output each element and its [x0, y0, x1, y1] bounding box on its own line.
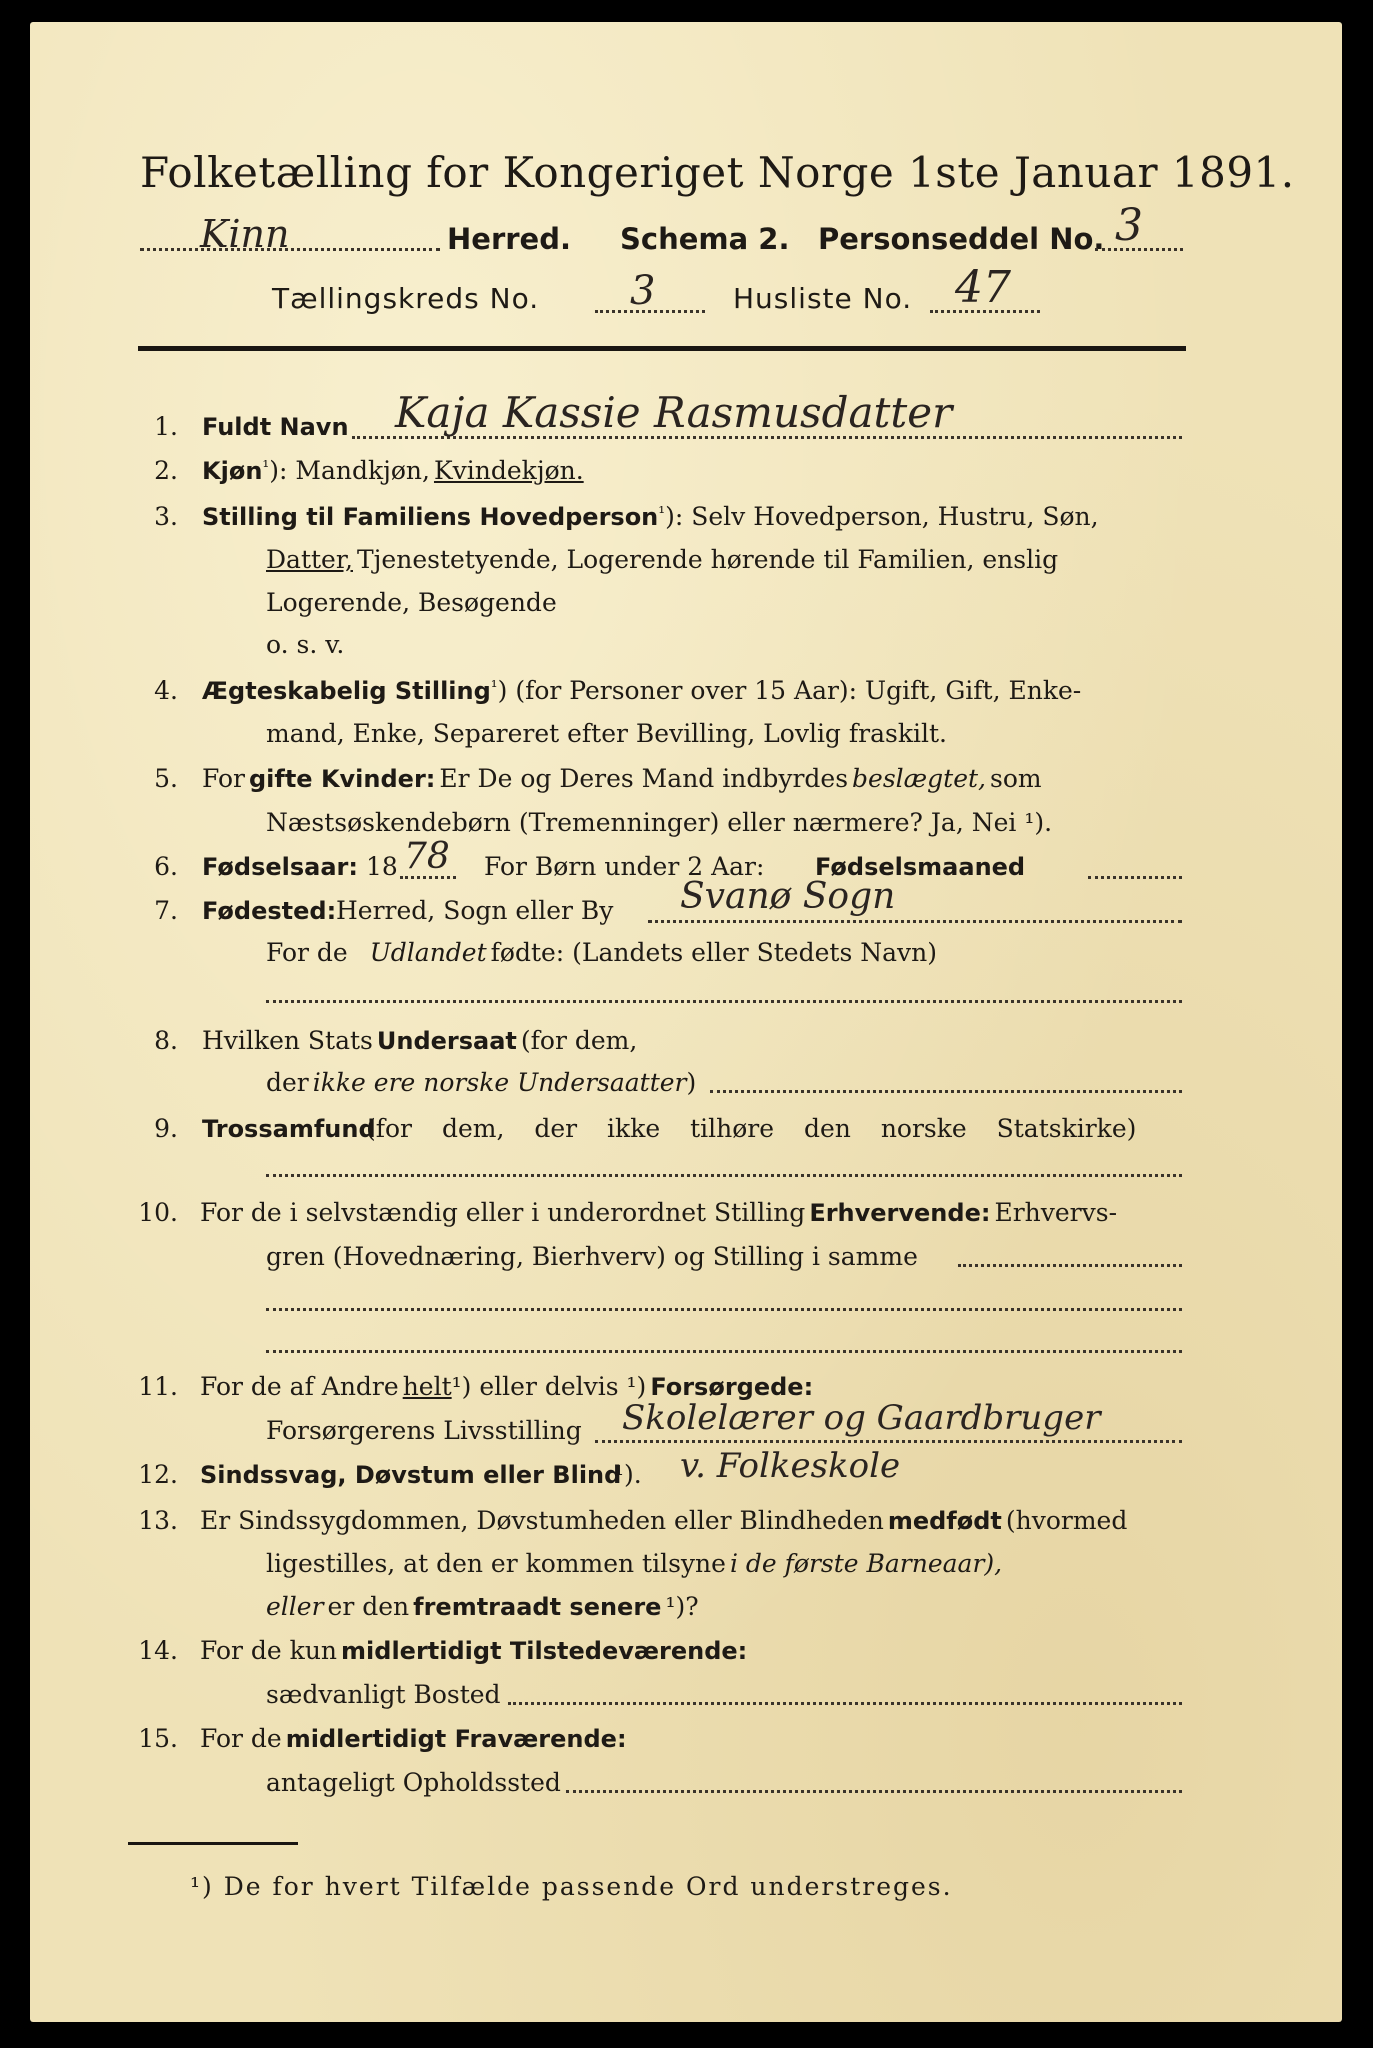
q13-line-2	[266, 1549, 1002, 1578]
q13-italic-3: eller	[266, 1592, 324, 1621]
q9-text: (for dem, der ikke tilhøre den norske Statskirke)	[366, 1114, 1137, 1143]
q15-line-2: antageligt Opholdssted	[266, 1768, 561, 1797]
q12-number: 12.	[138, 1460, 178, 1489]
q7-number: 7.	[154, 896, 178, 925]
q3-number: 3.	[154, 502, 178, 531]
footnote: ¹) De for hvert Tilfælde passende Ord understreges.	[190, 1872, 953, 1901]
q7-abroad-italic: Udlandet	[369, 938, 487, 967]
header-divider	[138, 346, 1186, 351]
q4-footnote-mark: ¹	[490, 677, 498, 698]
q10-text: For de i selvstændig eller i underordnet Stilling	[200, 1198, 806, 1227]
q8-text-2: der	[266, 1068, 309, 1097]
herred-handwritten: Kinn	[200, 212, 290, 256]
q11-text: For de af Andre	[200, 1372, 399, 1401]
q4-options-2: mand, Enke, Separeret efter Bevilling, Lovlig fraskilt.	[266, 719, 947, 748]
q10-fill-line-3	[266, 1350, 1182, 1353]
q7-birthplace-handwritten: Svanø Sogn	[680, 876, 896, 917]
kreds-handwritten: 3	[630, 268, 656, 314]
q13-text-3: er den	[327, 1592, 410, 1621]
q6-century: 18	[366, 852, 398, 881]
q3-options-1: ): Selv Hovedperson, Hustru, Søn,	[665, 502, 1099, 531]
q14-line-1	[200, 1636, 747, 1665]
q3-line-2	[266, 545, 1058, 574]
q13-number: 13.	[138, 1506, 178, 1535]
q4-line-1	[202, 676, 1081, 705]
q1-name-handwritten: Kaja Kassie Rasmusdatter	[395, 388, 953, 437]
q11-fill-line	[595, 1440, 1182, 1443]
q7-abroad-text: fødte: (Landets eller Stedets Navn)	[490, 938, 937, 967]
q10-text-end: Erhvervs-	[994, 1198, 1118, 1227]
q13-label-3: fremtraadt senere	[413, 1593, 662, 1621]
q2-label: Kjøn	[202, 457, 263, 485]
q11-line-1	[200, 1372, 813, 1401]
q7-fill-line	[648, 920, 1182, 923]
q5-line-1	[202, 764, 1042, 793]
q5-line-2: Næstsøskendebørn (Tremenninger) eller nærmere? Ja, Nei ¹).	[266, 808, 1053, 837]
q5-question: Er De og Deres Mand indbyrdes	[439, 764, 849, 793]
q13-text-2: ligestilles, at den er kommen tilsyne	[266, 1549, 726, 1578]
q6-child-text: For Børn under 2 Aar:	[484, 852, 765, 881]
q15-fill-line	[566, 1790, 1182, 1793]
q15-number: 15.	[138, 1724, 178, 1753]
q5-question-end: som	[990, 764, 1042, 793]
q13-text-3-end: ¹)?	[665, 1592, 699, 1621]
q10-number: 10.	[138, 1198, 178, 1227]
q3-selected-option: Datter,	[266, 545, 353, 574]
q9-label: Trossamfund	[202, 1115, 376, 1143]
schema-label: Schema 2.	[620, 222, 790, 256]
q6-label: Fødselsaar:	[202, 853, 358, 881]
q4-options-1: ) (for Personer over 15 Aar): Ugift, Gift, Enke-	[497, 676, 1082, 705]
q15-text: For de	[200, 1724, 282, 1753]
q12-handwritten: v. Folkeskole	[680, 1446, 901, 1486]
q15-label: midlertidigt Fraværende:	[285, 1725, 627, 1753]
q7-text: Herred, Sogn eller By	[336, 896, 614, 925]
q13-line-3	[266, 1592, 699, 1621]
q2-number: 2.	[154, 456, 178, 485]
q10-line-2: gren (Hovednæring, Bierhverv) og Stilling i samme	[266, 1242, 918, 1271]
q2-options: ): Mandkjøn,	[269, 456, 430, 485]
q7-abroad-fill-line	[266, 1000, 1182, 1003]
q14-label: midlertidigt Tilstedeværende:	[341, 1637, 748, 1665]
q1-label: Fuldt Navn	[202, 413, 349, 441]
husliste-label: Husliste No.	[733, 282, 913, 315]
q12-footnote-ref: ¹).	[614, 1460, 642, 1489]
q4-number: 4.	[154, 676, 178, 705]
q1-number: 1.	[154, 412, 178, 441]
q11-line-2: Forsørgerens Livsstilling	[266, 1416, 582, 1445]
q2-footnote-mark: ¹	[262, 457, 270, 478]
q3-options-2: Tjenestetyende, Logerende hørende til Familien, enslig	[357, 545, 1059, 574]
husliste-handwritten: 47	[955, 262, 1011, 313]
q8-italic: ikke ere norske Undersaatter	[312, 1068, 687, 1097]
q6-year-handwritten: 78	[404, 836, 450, 877]
q12-label: Sindssvag, Døvstum eller Blind	[200, 1461, 622, 1489]
q8-line-2: der ikke ere norske Undersaatter)	[266, 1068, 697, 1097]
q2-line	[202, 456, 584, 485]
q9-fill-line	[266, 1174, 1182, 1177]
q8-line-1	[202, 1026, 637, 1055]
q3-label: Stilling til Familiens Hovedperson	[202, 503, 659, 531]
q11-text-2: ¹) eller delvis ¹)	[451, 1372, 647, 1401]
personseddel-handwritten: 3	[1115, 200, 1143, 251]
q8-prefix: Hvilken Stats	[202, 1026, 373, 1055]
form-title: Folketælling for Kongeriget Norge 1ste Januar 1891.	[140, 148, 1295, 197]
q3-line-1	[202, 502, 1099, 531]
q7-abroad-prefix: For de	[266, 938, 348, 967]
q8-label: Undersaat	[376, 1027, 517, 1055]
q5-label: gifte Kvinder:	[248, 765, 436, 793]
q6-month-label: Fødselsmaaned	[815, 853, 1026, 881]
q6-month-fill-line	[1088, 876, 1182, 879]
q8-number: 8.	[154, 1026, 178, 1055]
q14-fill-line	[508, 1702, 1182, 1705]
q6-number: 6.	[154, 852, 178, 881]
census-form-page	[30, 22, 1342, 2022]
q13-italic-2: i de første Barneaar),	[729, 1549, 1003, 1578]
q10-label: Erhvervende:	[809, 1199, 991, 1227]
footnote-rule	[128, 1842, 298, 1845]
herred-label: Herred.	[447, 222, 571, 256]
q13-label: medfødt	[887, 1507, 1002, 1535]
q13-text: Er Sindssygdommen, Døvstumheden eller Blindheden	[200, 1506, 884, 1535]
q11-number: 11.	[138, 1372, 178, 1401]
q13-line-1	[200, 1506, 1127, 1535]
q14-number: 14.	[138, 1636, 178, 1665]
q8-text: (for dem,	[520, 1026, 638, 1055]
q11-label: Forsørgede:	[650, 1373, 814, 1401]
q13-text-end: (hvormed	[1005, 1506, 1128, 1535]
q11-selected-option: helt	[402, 1372, 452, 1401]
kreds-label: Tællingskreds No.	[272, 282, 540, 315]
herred-fill-line	[140, 248, 440, 251]
q8-fill-line	[710, 1090, 1182, 1093]
q11-provider-handwritten: Skolelærer og Gaardbruger	[622, 1398, 1101, 1438]
q3-options-3: Logerende, Besøgende	[266, 588, 557, 617]
q15-line-1	[200, 1724, 627, 1753]
q5-italic-word: beslægtet,	[852, 764, 987, 793]
q3-footnote-mark: ¹	[658, 503, 666, 524]
q10-line-1	[200, 1198, 1117, 1227]
q5-prefix: For	[202, 764, 245, 793]
q4-label: Ægteskabelig Stilling	[202, 677, 491, 705]
personseddel-label: Personseddel No.	[818, 222, 1105, 256]
q14-line-2: sædvanligt Bosted	[266, 1680, 501, 1709]
q7-line-2	[266, 938, 937, 967]
q9-number: 9.	[154, 1114, 178, 1143]
q5-number: 5.	[154, 764, 178, 793]
q10-fill-line-2	[266, 1308, 1182, 1311]
q7-label: Fødested:	[202, 897, 337, 925]
q2-selected-option: Kvindekjøn.	[433, 456, 584, 485]
q14-text: For de kun	[200, 1636, 338, 1665]
q10-fill-line-1	[958, 1264, 1182, 1267]
q3-options-4: o. s. v.	[266, 630, 345, 659]
